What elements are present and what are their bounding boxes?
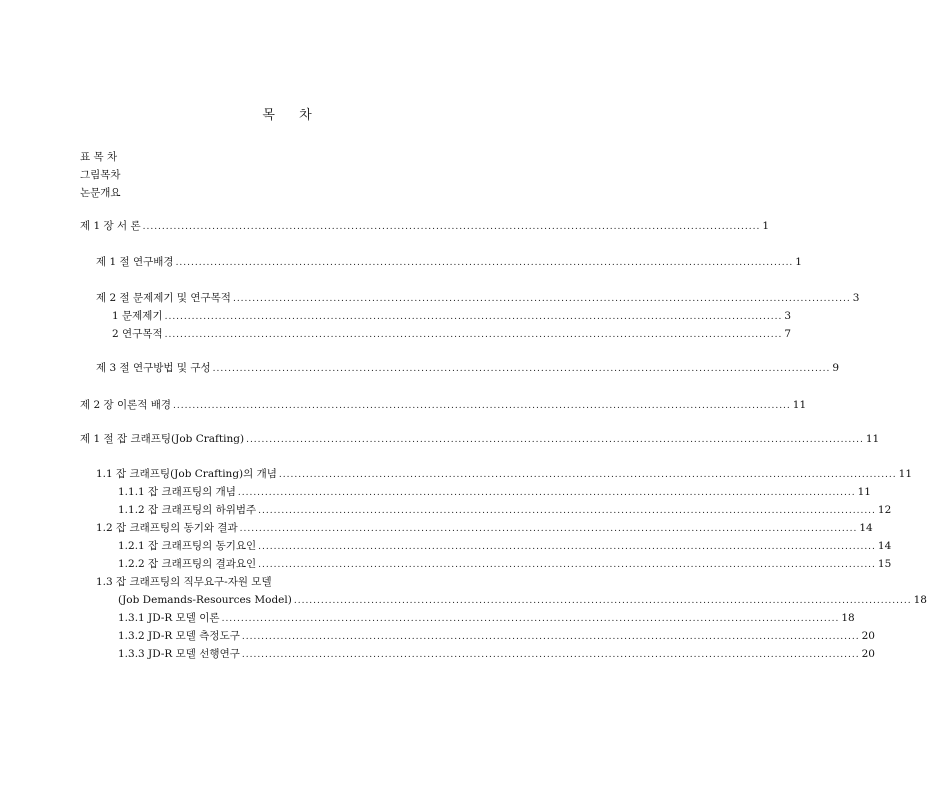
toc-entry-subsubsection — [118, 629, 875, 644]
toc-entry-label: (Job Demands-Resources Model) — [118, 594, 292, 606]
toc-leader-dots: ................................................................................................................................................................ — [173, 401, 791, 411]
toc-page-number: 11 — [898, 468, 913, 480]
front-matter-table-list: 표 목 차 — [80, 151, 118, 163]
toc-entry-label: 1 문제제기 — [112, 310, 163, 322]
front-matter-figure-list: 그림목차 — [80, 169, 121, 181]
toc-page-number: 3 — [852, 292, 860, 304]
toc-page-number: 11 — [857, 486, 871, 498]
toc-entry-subsubsection — [118, 485, 871, 500]
toc-leader-dots: ................................................................................................................................................................ — [239, 524, 858, 534]
toc-page-number: 12 — [877, 504, 892, 516]
toc-entry-label: 1.3.1 JD-R 모델 이론 — [118, 612, 220, 624]
toc-leader-dots: ................................................................................................................................................................ — [142, 222, 761, 232]
toc-entry-chapter — [80, 398, 807, 413]
toc-leader-dots: ................................................................................................................................................................ — [258, 506, 876, 516]
toc-entry-continuation — [118, 593, 927, 608]
toc-leader-dots: ................................................................................................................................................................ — [246, 435, 864, 445]
toc-entry-subsection: 1.3 잡 크래프팅의 직무요구-자원 모델 — [96, 576, 272, 588]
toc-leader-dots: ................................................................................................................................................................ — [164, 330, 783, 340]
toc-entry-chapter — [80, 219, 770, 234]
toc-entry-label: 1.2.1 잡 크래프팅의 동기요인 — [118, 540, 257, 552]
toc-page-number: 9 — [832, 362, 840, 374]
toc-entry-section — [96, 361, 840, 376]
toc-entry-label: 제 3 절 연구방법 및 구성 — [96, 362, 211, 374]
toc-entry-label: 1.3.2 JD-R 모델 측정도구 — [118, 630, 240, 642]
toc-leader-dots: ................................................................................................................................................................ — [258, 560, 876, 570]
toc-entry-label: 제 1 절 연구배경 — [96, 256, 174, 268]
toc-entry-section — [96, 291, 860, 306]
toc-entry-subsubsection — [118, 539, 892, 554]
toc-leader-dots: ................................................................................................................................................................ — [241, 650, 860, 660]
toc-page-number: 15 — [877, 558, 892, 570]
toc-entry-label: 1.1 잡 크래프팅(Job Crafting)의 개념 — [96, 468, 277, 480]
toc-page-number: 1 — [762, 220, 770, 232]
toc-entry-label: 제 2 절 문제제기 및 연구목적 — [96, 292, 231, 304]
toc-entry-section — [96, 255, 802, 270]
toc-entry-label: 2 연구목적 — [112, 328, 163, 340]
toc-page-number: 18 — [841, 612, 855, 624]
toc-page-number: 18 — [913, 594, 927, 606]
toc-page-number: 3 — [784, 310, 792, 322]
toc-page-number: 14 — [859, 522, 873, 534]
toc-entry-section — [80, 432, 880, 447]
toc-leader-dots: ................................................................................................................................................................ — [212, 364, 831, 374]
toc-page-number: 20 — [861, 648, 875, 660]
toc-page-number: 20 — [861, 630, 875, 642]
toc-entry-label: 1.2.2 잡 크래프팅의 결과요인 — [118, 558, 257, 570]
toc-entry-subsubsection — [118, 611, 855, 626]
toc-entry-label: 제 1 장 서 론 — [80, 220, 141, 232]
toc-leader-dots: ................................................................................................................................................................ — [164, 312, 783, 322]
toc-entry-subsection — [112, 309, 792, 324]
toc-leader-dots: ................................................................................................................................................................ — [175, 258, 794, 268]
toc-page-number: 11 — [792, 399, 807, 411]
toc-entry-subsection — [96, 467, 913, 482]
toc-entry-label: 제 2 장 이론적 배경 — [80, 399, 172, 411]
toc-page-number: 14 — [877, 540, 892, 552]
toc-entry-subsubsection — [118, 503, 892, 518]
page-title: 목 차 — [262, 108, 322, 123]
toc-entry-label: 1.3.3 JD-R 모델 선행연구 — [118, 648, 240, 660]
toc-entry-label: 1.1.1 잡 크래프팅의 개념 — [118, 486, 236, 498]
toc-leader-dots: ................................................................................................................................................................ — [258, 542, 876, 552]
toc-entry-subsubsection — [118, 557, 892, 572]
toc-leader-dots: ................................................................................................................................................................ — [293, 596, 912, 606]
toc-entry-subsection — [112, 327, 792, 342]
toc-leader-dots: ................................................................................................................................................................ — [278, 470, 897, 480]
toc-page-number: 11 — [865, 433, 880, 445]
toc-leader-dots: ................................................................................................................................................................ — [232, 294, 851, 304]
toc-page-number: 1 — [795, 256, 802, 268]
toc-entry-label: 1.1.2 잡 크래프팅의 하위범주 — [118, 504, 257, 516]
toc-page-number: 7 — [784, 328, 792, 340]
toc-entry-subsection — [96, 521, 873, 536]
toc-leader-dots: ................................................................................................................................................................ — [237, 488, 856, 498]
toc-entry-label: 1.2 잡 크래프팅의 동기와 결과 — [96, 522, 238, 534]
toc-entry-subsubsection — [118, 647, 875, 662]
toc-leader-dots: ................................................................................................................................................................ — [221, 614, 840, 624]
toc-leader-dots: ................................................................................................................................................................ — [241, 632, 860, 642]
front-matter-abstract: 논문개요 — [80, 187, 121, 199]
toc-entry-label: 제 1 절 잡 크래프팅(Job Crafting) — [80, 433, 245, 445]
